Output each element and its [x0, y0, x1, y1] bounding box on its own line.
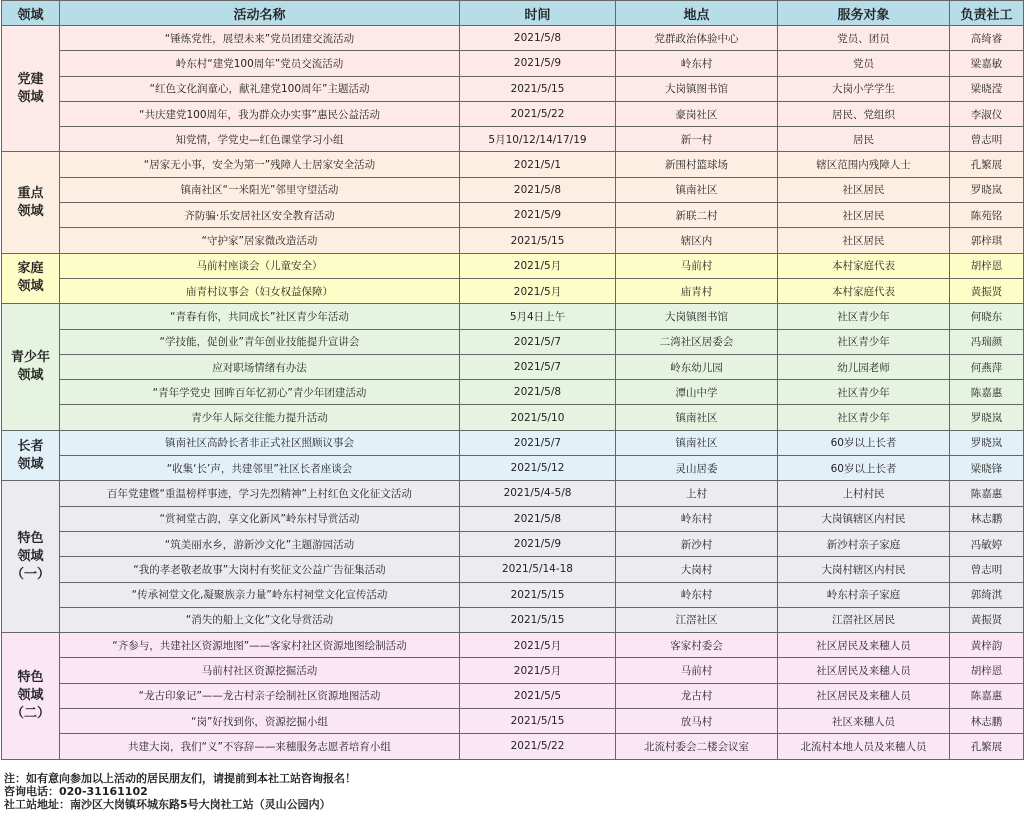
- activity-name-cell: “龙古印象记”——龙古村亲子绘制社区资源地图活动: [60, 683, 460, 708]
- social-worker-cell: 陈嘉惠: [950, 683, 1024, 708]
- activity-name-cell: 青少年人际交往能力提升活动: [60, 405, 460, 430]
- time-cell: 2021/5/10: [460, 405, 616, 430]
- table-row: [2, 203, 1024, 228]
- location-cell: 新沙村: [616, 531, 778, 556]
- location-cell: 北流村委会二楼会议室: [616, 734, 778, 759]
- header-social-worker: 负责社工: [950, 1, 1024, 26]
- area-label-line: 领域: [17, 368, 44, 383]
- time-cell: 2021/5月: [460, 633, 616, 658]
- time-cell: 2021/5/15: [460, 228, 616, 253]
- table-row: [2, 228, 1024, 253]
- activity-name-cell: “岗”好找到你，资源挖掘小组: [60, 709, 460, 734]
- header-location: 地点: [616, 1, 778, 26]
- social-worker-cell: 胡梓恩: [950, 658, 1024, 683]
- activity-name-cell: “居家无小事，安全为第一”残障人士居家安全活动: [60, 152, 460, 177]
- social-worker-cell: 郭梓琪: [950, 228, 1024, 253]
- location-cell: 大岗镇图书馆: [616, 76, 778, 101]
- location-cell: 大岗镇图书馆: [616, 304, 778, 329]
- table-row: [2, 557, 1024, 582]
- table-row: [2, 430, 1024, 455]
- social-worker-cell: 郭绮淇: [950, 582, 1024, 607]
- location-cell: 客家村委会: [616, 633, 778, 658]
- location-cell: 岭东村: [616, 506, 778, 531]
- service-target-cell: 社区青少年: [778, 304, 950, 329]
- area-cell: [2, 253, 60, 304]
- social-worker-cell: 黄振贤: [950, 278, 1024, 303]
- service-target-cell: 党员: [778, 51, 950, 76]
- footer: [4, 772, 1024, 811]
- social-worker-cell: 孔繁展: [950, 734, 1024, 759]
- table-row: [2, 582, 1024, 607]
- time-cell: 2021/5/9: [460, 51, 616, 76]
- activity-name-cell: “红色文化润童心，献礼建党100周年”主题活动: [60, 76, 460, 101]
- social-worker-cell: 胡梓恩: [950, 253, 1024, 278]
- service-target-cell: 居民、党组织: [778, 101, 950, 126]
- location-cell: 新联二村: [616, 203, 778, 228]
- service-target-cell: 60岁以上长者: [778, 430, 950, 455]
- time-cell: 2021/5/22: [460, 101, 616, 126]
- social-worker-cell: 陈嘉惠: [950, 481, 1024, 506]
- service-target-cell: 社区青少年: [778, 405, 950, 430]
- area-label-line: 领域: [17, 203, 44, 219]
- table-row: [2, 658, 1024, 683]
- service-target-cell: 60岁以上长者: [778, 456, 950, 481]
- service-target-cell: 江滘社区居民: [778, 607, 950, 632]
- time-cell: 2021/5/8: [460, 177, 616, 202]
- location-cell: 庙青村: [616, 278, 778, 303]
- activity-name-cell: “我的孝老敬老故事”大岗村有奖征文公益广告征集活动: [60, 557, 460, 582]
- activity-name-cell: 齐防骗·乐安居社区安全教育活动: [60, 203, 460, 228]
- activity-name-cell: 庙青村议事会（妇女权益保障）: [60, 278, 460, 303]
- social-worker-cell: 曾志明: [950, 557, 1024, 582]
- table-row: [2, 531, 1024, 556]
- time-cell: 5月10/12/14/17/19: [460, 127, 616, 152]
- time-cell: 2021/5/7: [460, 354, 616, 379]
- table-row: [2, 127, 1024, 152]
- service-target-cell: 辖区范围内残障人士: [778, 152, 950, 177]
- time-cell: 5月4日上午: [460, 304, 616, 329]
- time-cell: 2021/5/9: [460, 531, 616, 556]
- time-cell: 2021/5/7: [460, 329, 616, 354]
- table-row: [2, 51, 1024, 76]
- activity-name-cell: “青春有你，共同成长”社区青少年活动: [60, 304, 460, 329]
- time-cell: 2021/5月: [460, 658, 616, 683]
- service-target-cell: 新沙村亲子家庭: [778, 531, 950, 556]
- social-worker-cell: 陈嘉惠: [950, 380, 1024, 405]
- time-cell: 2021/5/14-18: [460, 557, 616, 582]
- location-cell: 新一村: [616, 127, 778, 152]
- time-cell: 2021/5/15: [460, 709, 616, 734]
- social-worker-cell: 孔繁展: [950, 152, 1024, 177]
- table-body: [2, 26, 1024, 760]
- table-row: [2, 506, 1024, 531]
- table-row: [2, 456, 1024, 481]
- location-cell: 潭山中学: [616, 380, 778, 405]
- service-target-cell: 社区居民及来穗人员: [778, 683, 950, 708]
- location-cell: 放马村: [616, 709, 778, 734]
- activity-name-cell: 知党情，学党史—红色课堂学习小组: [60, 127, 460, 152]
- location-cell: 龙古村: [616, 683, 778, 708]
- area-cell: [2, 304, 60, 430]
- footer-address: 社工站地址：南沙区大岗镇环城东路5号大岗社工站（灵山公园内）: [4, 797, 331, 811]
- activity-name-cell: “消失的船上文化”文化导赏活动: [60, 607, 460, 632]
- social-worker-cell: 高绮睿: [950, 26, 1024, 51]
- social-worker-cell: 黄振贤: [950, 607, 1024, 632]
- service-target-cell: 社区居民及来穗人员: [778, 658, 950, 683]
- table-row: [2, 152, 1024, 177]
- header-service-target: 服务对象: [778, 1, 950, 26]
- activity-name-cell: “传承祠堂文化,凝聚族亲力量”岭东村祠堂文化宣传活动: [60, 582, 460, 607]
- service-target-cell: 社区居民: [778, 203, 950, 228]
- social-worker-cell: 罗晓岚: [950, 405, 1024, 430]
- time-cell: 2021/5/15: [460, 76, 616, 101]
- activity-name-cell: “齐参与，共建社区资源地图”——客家村社区资源地图绘制活动: [60, 633, 460, 658]
- time-cell: 2021/5/7: [460, 430, 616, 455]
- area-label-line: 特色: [17, 669, 44, 685]
- time-cell: 2021/5/22: [460, 734, 616, 759]
- activity-name-cell: “守护家”居家微改造活动: [60, 228, 460, 253]
- table-row: [2, 633, 1024, 658]
- time-cell: 2021/5/15: [460, 582, 616, 607]
- social-worker-cell: 曾志明: [950, 127, 1024, 152]
- area-label-line: 家庭: [17, 261, 44, 277]
- area-label-line: 党建: [17, 71, 44, 87]
- time-cell: 2021/5/5: [460, 683, 616, 708]
- location-cell: 党群政治体验中心: [616, 26, 778, 51]
- area-label-line: 领域: [17, 279, 44, 295]
- location-cell: 镇南社区: [616, 177, 778, 202]
- location-cell: 岭东村: [616, 582, 778, 607]
- area-label-line: 领域: [17, 687, 44, 703]
- area-label-line: 长者: [17, 438, 44, 454]
- table-row: [2, 304, 1024, 329]
- location-cell: 马前村: [616, 658, 778, 683]
- activity-schedule-table: [1, 0, 1024, 760]
- service-target-cell: 岭东村亲子家庭: [778, 582, 950, 607]
- table-row: [2, 380, 1024, 405]
- activity-name-cell: “学技能，促创业”青年创业技能提升宣讲会: [60, 329, 460, 354]
- service-target-cell: 社区青少年: [778, 329, 950, 354]
- service-target-cell: 本村家庭代表: [778, 253, 950, 278]
- social-worker-cell: 林志鹏: [950, 506, 1024, 531]
- table-header-row: [2, 1, 1024, 26]
- header-area: 领域: [2, 1, 60, 26]
- area-label-line: 领域: [17, 89, 44, 105]
- table-row: [2, 734, 1024, 759]
- area-label-line: 领域: [17, 548, 44, 564]
- footer-phone: 咨询电话：020-31161102: [4, 784, 148, 798]
- time-cell: 2021/5/15: [460, 607, 616, 632]
- area-cell: [2, 26, 60, 152]
- activity-name-cell: “锤炼党性，展望未来”党员团建交流活动: [60, 26, 460, 51]
- footer-note: 注：如有意向参加以上活动的居民朋友们，请提前到本社工站咨询报名！: [4, 771, 356, 785]
- activity-name-cell: 共建大岗，我们“义”不容辞——来穗服务志愿者培育小组: [60, 734, 460, 759]
- location-cell: 马前村: [616, 253, 778, 278]
- time-cell: 2021/5/4-5/8: [460, 481, 616, 506]
- activity-name-cell: 镇南社区“一米阳光”邻里守望活动: [60, 177, 460, 202]
- service-target-cell: 上村村民: [778, 481, 950, 506]
- table-row: [2, 26, 1024, 51]
- activity-name-cell: 镇南社区高龄长者非正式社区照顾议事会: [60, 430, 460, 455]
- social-worker-cell: 冯瑞颜: [950, 329, 1024, 354]
- time-cell: 2021/5月: [460, 253, 616, 278]
- table-row: [2, 709, 1024, 734]
- area-label-line: 领域: [17, 456, 44, 472]
- area-label-line: 青少年: [10, 350, 50, 365]
- activity-name-cell: “收集‘长’声，共建邻里”社区长者座谈会: [60, 456, 460, 481]
- location-cell: 灵山居委: [616, 456, 778, 481]
- service-target-cell: 居民: [778, 127, 950, 152]
- activity-name-cell: 马前村座谈会（儿童安全）: [60, 253, 460, 278]
- location-cell: 镇南社区: [616, 430, 778, 455]
- area-cell: [2, 633, 60, 759]
- activity-name-cell: 马前村社区资源挖掘活动: [60, 658, 460, 683]
- service-target-cell: 大岗村辖区内村民: [778, 557, 950, 582]
- activity-name-cell: 百年党建暨“重温榜样事迹，学习先烈精神”上村红色文化征文活动: [60, 481, 460, 506]
- service-target-cell: 大岗小学学生: [778, 76, 950, 101]
- time-cell: 2021/5/8: [460, 380, 616, 405]
- header-time: 时间: [460, 1, 616, 26]
- table-row: [2, 253, 1024, 278]
- social-worker-cell: 冯敏婷: [950, 531, 1024, 556]
- service-target-cell: 社区居民: [778, 177, 950, 202]
- time-cell: 2021/5/12: [460, 456, 616, 481]
- time-cell: 2021/5/1: [460, 152, 616, 177]
- area-cell: [2, 152, 60, 253]
- table-row: [2, 76, 1024, 101]
- social-worker-cell: 李淑仪: [950, 101, 1024, 126]
- service-target-cell: 社区来穗人员: [778, 709, 950, 734]
- area-cell: [2, 481, 60, 633]
- location-cell: 二湾社区居委会: [616, 329, 778, 354]
- time-cell: 2021/5月: [460, 278, 616, 303]
- location-cell: 大岗村: [616, 557, 778, 582]
- service-target-cell: 幼儿园老师: [778, 354, 950, 379]
- activity-name-cell: “筑美丽水乡，游新沙文化”主题游园活动: [60, 531, 460, 556]
- area-label-line: （二）: [10, 705, 50, 721]
- time-cell: 2021/5/8: [460, 506, 616, 531]
- service-target-cell: 大岗镇辖区内村民: [778, 506, 950, 531]
- area-label-line: （一）: [10, 566, 50, 582]
- social-worker-cell: 何晓东: [950, 304, 1024, 329]
- area-label-line: 重点: [17, 185, 44, 201]
- location-cell: 岭东村: [616, 51, 778, 76]
- table-row: [2, 177, 1024, 202]
- location-cell: 江滘社区: [616, 607, 778, 632]
- area-cell: [2, 430, 60, 481]
- location-cell: 辖区内: [616, 228, 778, 253]
- activity-name-cell: 岭东村“建党100周年”党员交流活动: [60, 51, 460, 76]
- area-label-line: 特色: [17, 530, 44, 546]
- activity-name-cell: 应对职场情绪有办法: [60, 354, 460, 379]
- table-row: [2, 481, 1024, 506]
- location-cell: 镇南社区: [616, 405, 778, 430]
- table-row: [2, 683, 1024, 708]
- service-target-cell: 本村家庭代表: [778, 278, 950, 303]
- activity-name-cell: “赏祠堂古韵，享文化新风”岭东村导赏活动: [60, 506, 460, 531]
- activity-name-cell: “共庆建党100周年，我为群众办实事”惠民公益活动: [60, 101, 460, 126]
- table-row: [2, 607, 1024, 632]
- time-cell: 2021/5/8: [460, 26, 616, 51]
- service-target-cell: 社区居民及来穗人员: [778, 633, 950, 658]
- activity-name-cell: “青年学党史 回眸百年忆初心”青少年团建活动: [60, 380, 460, 405]
- table-row: [2, 405, 1024, 430]
- location-cell: 岭东幼儿园: [616, 354, 778, 379]
- social-worker-cell: 罗晓岚: [950, 430, 1024, 455]
- time-cell: 2021/5/9: [460, 203, 616, 228]
- social-worker-cell: 何燕萍: [950, 354, 1024, 379]
- social-worker-cell: 梁晓滢: [950, 76, 1024, 101]
- table-row: [2, 329, 1024, 354]
- social-worker-cell: 黄梓韵: [950, 633, 1024, 658]
- social-worker-cell: 罗晓岚: [950, 177, 1024, 202]
- table-row: [2, 278, 1024, 303]
- social-worker-cell: 陈苑铭: [950, 203, 1024, 228]
- location-cell: 上村: [616, 481, 778, 506]
- table-row: [2, 101, 1024, 126]
- service-target-cell: 社区青少年: [778, 380, 950, 405]
- social-worker-cell: 梁嘉敏: [950, 51, 1024, 76]
- social-worker-cell: 林志鹏: [950, 709, 1024, 734]
- location-cell: 豪岗社区: [616, 101, 778, 126]
- header-activity-name: 活动名称: [60, 1, 460, 26]
- table-row: [2, 354, 1024, 379]
- location-cell: 新围村篮球场: [616, 152, 778, 177]
- service-target-cell: 党员、团员: [778, 26, 950, 51]
- service-target-cell: 北流村本地人员及来穗人员: [778, 734, 950, 759]
- service-target-cell: 社区居民: [778, 228, 950, 253]
- social-worker-cell: 梁晓锋: [950, 456, 1024, 481]
